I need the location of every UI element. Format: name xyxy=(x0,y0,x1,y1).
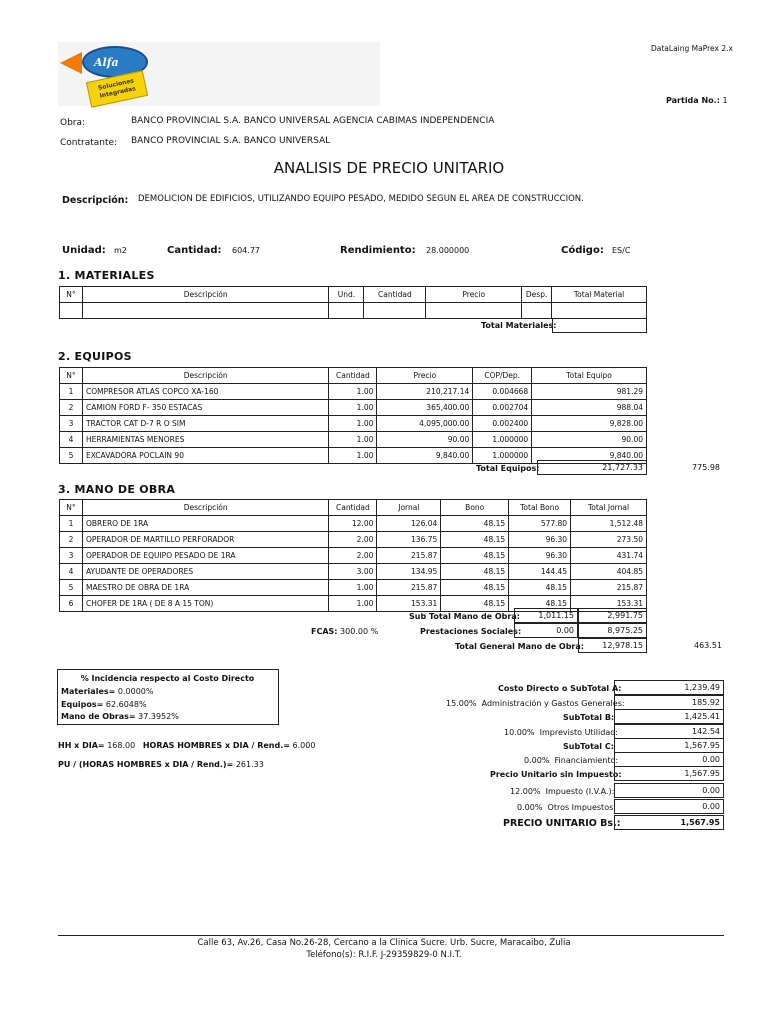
col-und: Und. xyxy=(329,287,364,303)
row-cantidad: 1.00 xyxy=(329,580,377,596)
table-row xyxy=(60,532,647,548)
partida-number: Partida No.: 1 xyxy=(666,96,728,105)
general-mano-value: 12,978.15 xyxy=(578,638,647,653)
table-row xyxy=(60,516,647,532)
pu-sin-impuesto-value: 1,567.95 xyxy=(614,766,724,781)
row-bono: 48.15 xyxy=(441,596,509,612)
total-materiales-value xyxy=(552,318,647,333)
row-n: 5 xyxy=(60,448,83,464)
footer-phone: Teléfono(s): R.I.F. J-29359829-0 N.I.T. xyxy=(306,950,462,960)
row-n: 1 xyxy=(60,516,83,532)
row-total-jornal: 153.31 xyxy=(571,596,647,612)
incidencia-title: % Incidencia respecto al Costo Directo xyxy=(80,674,255,683)
row-total-bono: 96.30 xyxy=(509,548,571,564)
row-cantidad: 1.00 xyxy=(329,448,377,464)
row-total: 981.29 xyxy=(532,384,647,400)
row-n: 3 xyxy=(60,416,83,432)
row-descripcion: OPERADOR DE MARTILLO PERFORADOR xyxy=(82,532,328,548)
row-total: 9,840.00 xyxy=(532,448,647,464)
col-cantidad: Cantidad xyxy=(329,500,377,516)
imprevisto-value: 142.54 xyxy=(614,724,724,739)
materiales-title: 1. MATERIALES xyxy=(58,269,155,282)
subtotal-b-label: SubTotal B: xyxy=(563,713,615,722)
row-n: 1 xyxy=(60,384,83,400)
row-n: 3 xyxy=(60,548,83,564)
row-cop: 1.000000 xyxy=(473,432,532,448)
pu-hh: PU / (HORAS HOMBRES x DIA / Rend.)= 261.33 xyxy=(58,760,264,769)
col-n: N° xyxy=(60,500,83,516)
cantidad-label: Cantidad: xyxy=(167,245,222,256)
total-equipos-label: Total Equipos: xyxy=(476,464,540,473)
total-materiales-label: Total Materiales: xyxy=(481,321,557,330)
col-desp: Desp. xyxy=(522,287,552,303)
row-n: 2 xyxy=(60,400,83,416)
row-cop: 0.002704 xyxy=(473,400,532,416)
row-total: 988.04 xyxy=(532,400,647,416)
col-total-bono: Total Bono xyxy=(509,500,571,516)
subtotal-c-label: SubTotal C: xyxy=(563,742,614,751)
col-descripcion: Descripción xyxy=(82,287,328,303)
row-bono: 48.15 xyxy=(441,548,509,564)
col-total-material: Total Material xyxy=(552,287,647,303)
row-cantidad: 1.00 xyxy=(329,400,377,416)
row-total-bono: 577.80 xyxy=(509,516,571,532)
fcas: FCAS: 300.00 % xyxy=(311,627,379,636)
row-total-bono: 144.45 xyxy=(509,564,571,580)
row-total-jornal: 404.85 xyxy=(571,564,647,580)
general-mano-label: Total General Mano de Obra: xyxy=(455,642,584,651)
col-bono: Bono xyxy=(441,500,509,516)
row-cantidad: 12.00 xyxy=(329,516,377,532)
row-total: 90.00 xyxy=(532,432,647,448)
financiamiento-row: 0.00% Financiamiento: xyxy=(524,756,619,765)
descripcion-label: Descripción: xyxy=(62,195,129,206)
rendimiento-label: Rendimiento: xyxy=(340,245,416,256)
row-descripcion: MAESTRO DE OBRA DE 1RA xyxy=(82,580,328,596)
equipos-unit-value: 775.98 xyxy=(692,463,720,472)
row-descripcion: CAMION FORD F- 350 ESTACAS xyxy=(82,400,328,416)
row-cantidad: 3.00 xyxy=(329,564,377,580)
imprevisto-row: 10.00% Imprevisto Utilidad: xyxy=(504,728,618,737)
incidencia-box xyxy=(57,669,279,725)
col-total-equipo: Total Equipo xyxy=(532,368,647,384)
prestaciones-bono-value: 0.00 xyxy=(514,623,578,638)
row-total-jornal: 215.87 xyxy=(571,580,647,596)
iva-row: 12.00% Impuesto (I.V.A.): xyxy=(510,787,615,796)
row-cantidad: 2.00 xyxy=(329,532,377,548)
row-bono: 48.15 xyxy=(441,580,509,596)
otros-value: 0.00 xyxy=(614,799,724,814)
row-descripcion: OBRERO DE 1RA xyxy=(82,516,328,532)
hh-dia: HH x DIA= 168.00 HORAS HOMBRES x DIA / Rend.= 6.000 xyxy=(58,741,316,750)
row-cantidad: 1.00 xyxy=(329,432,377,448)
table-row xyxy=(60,400,647,416)
contratante-value: BANCO PROVINCIAL S.A. BANCO UNIVERSAL xyxy=(131,136,331,146)
row-cop: 0.002400 xyxy=(473,416,532,432)
row-total-jornal: 273.50 xyxy=(571,532,647,548)
mano-obra-table xyxy=(59,499,647,612)
otros-row: 0.00% Otros Impuestos: xyxy=(517,803,616,812)
rendimiento-value: 28.000000 xyxy=(426,246,470,255)
iva-value: 0.00 xyxy=(614,783,724,798)
col-descripcion: Descripción xyxy=(82,368,328,384)
col-n: N° xyxy=(60,287,83,303)
row-cantidad: 2.00 xyxy=(329,548,377,564)
row-descripcion: AYUDANTE DE OPERADORES xyxy=(82,564,328,580)
row-cantidad: 1.00 xyxy=(329,596,377,612)
row-cantidad: 1.00 xyxy=(329,416,377,432)
row-cop: 1.000000 xyxy=(473,448,532,464)
table-row xyxy=(60,432,647,448)
unidad-label: Unidad: xyxy=(62,245,106,256)
row-descripcion: TRACTOR CAT D-7 R O SIM xyxy=(82,416,328,432)
row-jornal: 136.75 xyxy=(377,532,441,548)
descripcion-value: DEMOLICION DE EDIFICIOS, UTILIZANDO EQUIPO PESADO, MEDIDO SEGUN EL AREA DE CONSTRUCCION. xyxy=(138,194,584,204)
row-jornal: 134.95 xyxy=(377,564,441,580)
row-precio: 365,400.00 xyxy=(377,400,473,416)
row-total-bono: 96.30 xyxy=(509,532,571,548)
col-precio: Precio xyxy=(426,287,522,303)
logo-mark: Alfa xyxy=(82,46,148,78)
row-cop: 0.004668 xyxy=(473,384,532,400)
row-total-jornal: 431.74 xyxy=(571,548,647,564)
logo-arrow-icon xyxy=(60,52,82,74)
col-n: N° xyxy=(60,368,83,384)
cantidad-value: 604.77 xyxy=(232,246,260,255)
row-cantidad: 1.00 xyxy=(329,384,377,400)
row-jornal: 215.87 xyxy=(377,580,441,596)
mano-unit-value: 463.51 xyxy=(694,641,722,650)
row-bono: 48.15 xyxy=(441,564,509,580)
costo-directo-label: Costo Directo o SubTotal A: xyxy=(498,684,622,693)
col-cop: COP/Dep. xyxy=(473,368,532,384)
software-name: DataLaing MaPrex 2.x xyxy=(651,44,733,53)
subtotal-jornal-value: 2,991.75 xyxy=(578,608,647,623)
admin-row: 15.00% Administración y Gastos Generales: xyxy=(446,699,625,708)
logo-badge: Soluciones Integradas xyxy=(86,70,148,107)
footer-divider xyxy=(58,935,724,936)
row-precio: 9,840.00 xyxy=(377,448,473,464)
row-total-jornal: 1,512.48 xyxy=(571,516,647,532)
subtotal-c-value: 1,567.95 xyxy=(614,738,724,753)
row-descripcion: EXCAVADORA POCLAIN 90 xyxy=(82,448,328,464)
pu-final-label: PRECIO UNITARIO Bs.: xyxy=(503,818,621,829)
prestaciones-label: Prestaciones Sociales: xyxy=(420,627,522,636)
contratante-label: Contratante: xyxy=(60,138,118,148)
codigo-label: Código: xyxy=(561,245,604,256)
col-precio: Precio xyxy=(377,368,473,384)
row-descripcion: CHOFER DE 1RA ( DE 8 A 15 TON) xyxy=(82,596,328,612)
col-descripcion: Descripción xyxy=(82,500,328,516)
row-n: 4 xyxy=(60,564,83,580)
row-n: 6 xyxy=(60,596,83,612)
pu-final-value: 1,567.95 xyxy=(614,815,724,830)
col-cantidad: Cantidad xyxy=(364,287,426,303)
row-descripcion: HERRAMIENTAS MENORES xyxy=(82,432,328,448)
mano-obra-title: 3. MANO DE OBRA xyxy=(58,483,176,496)
table-row xyxy=(60,548,647,564)
table-row xyxy=(60,564,647,580)
col-jornal: Jornal xyxy=(377,500,441,516)
incidencia-mano: Mano de Obras= 37.3952% xyxy=(61,712,179,721)
equipos-table xyxy=(59,367,647,464)
row-n: 2 xyxy=(60,532,83,548)
row-descripcion: COMPRESOR ATLAS COPCO XA-160 xyxy=(82,384,328,400)
row-jornal: 215.87 xyxy=(377,548,441,564)
unidad-value: m2 xyxy=(114,246,127,255)
materiales-table xyxy=(59,286,647,319)
prestaciones-jornal-value: 8,975.25 xyxy=(578,623,647,638)
incidencia-materiales: Materiales= 0.0000% xyxy=(61,687,154,696)
col-cantidad: Cantidad xyxy=(329,368,377,384)
admin-value: 185.92 xyxy=(614,695,724,710)
row-descripcion: OPERADOR DE EQUIPO PESADO DE 1RA xyxy=(82,548,328,564)
row-bono: 48.15 xyxy=(441,532,509,548)
company-logo xyxy=(58,42,380,106)
codigo-value: ES/C xyxy=(612,246,631,255)
row-total-bono: 48.15 xyxy=(509,580,571,596)
col-total-jornal: Total Jornal xyxy=(571,500,647,516)
table-row xyxy=(60,303,647,319)
subtotal-b-value: 1,425.41 xyxy=(614,709,724,724)
row-jornal: 153.31 xyxy=(377,596,441,612)
row-n: 4 xyxy=(60,432,83,448)
obra-label: Obra: xyxy=(60,118,86,128)
obra-value: BANCO PROVINCIAL S.A. BANCO UNIVERSAL AGENCIA CABIMAS INDEPENDENCIA xyxy=(131,116,495,126)
table-row xyxy=(60,580,647,596)
equipos-title: 2. EQUIPOS xyxy=(58,350,132,363)
subtotal-mano-label: Sub Total Mano de Obra: xyxy=(409,612,520,621)
page-title: ANALISIS DE PRECIO UNITARIO xyxy=(273,159,505,177)
incidencia-equipos: Equipos= 62.6048% xyxy=(61,700,147,709)
pu-sin-impuesto-label: Precio Unitario sin Impuesto: xyxy=(490,770,622,779)
row-precio: 210,217.14 xyxy=(377,384,473,400)
costo-directo-value: 1,239.49 xyxy=(614,680,724,695)
footer-address: Calle 63, Av.26, Casa No.26-28, Cercano a la Clinica Sucre. Urb. Sucre, Maracaibo, Zulia xyxy=(197,938,571,948)
row-precio: 4,095,000.00 xyxy=(377,416,473,432)
financiamiento-value: 0.00 xyxy=(614,752,724,767)
subtotal-bono-value: 1,011.15 xyxy=(514,608,578,623)
table-row xyxy=(60,384,647,400)
row-total-bono: 48.15 xyxy=(509,596,571,612)
row-n: 5 xyxy=(60,580,83,596)
row-total: 9,828.00 xyxy=(532,416,647,432)
row-precio: 90.00 xyxy=(377,432,473,448)
total-equipos-value: 21,727.33 xyxy=(537,460,647,475)
table-row xyxy=(60,416,647,432)
row-jornal: 126.04 xyxy=(377,516,441,532)
row-bono: 48.15 xyxy=(441,516,509,532)
